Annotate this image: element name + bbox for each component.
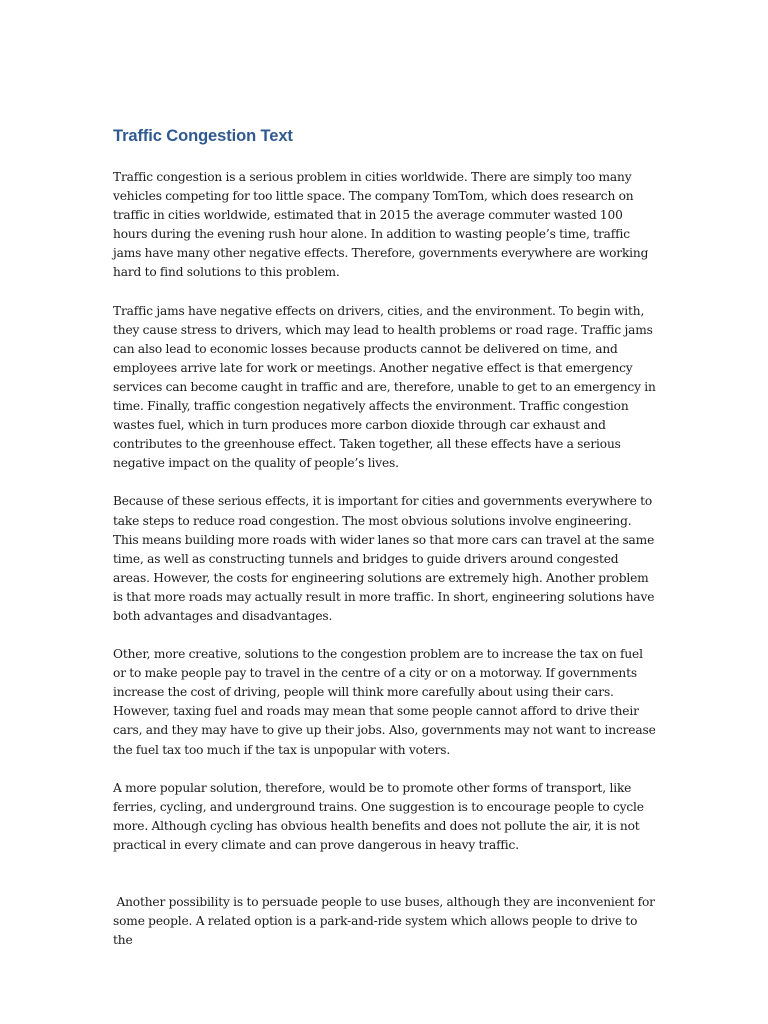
paragraph-intro: Traffic congestion is a serious problem in cities worldwide. There are simply too many vehicles competing for too little space. The company TomTom, which does research on traffic in cities worldwide, estimated that in 2015 the average commuter wasted 100 hours during the evening rush hour alone. In addition to wasting people’s time, traffic jams have many other negative effects. Therefore, governments everywhere are working hard to find solutions to this problem. <box>113 170 652 280</box>
paragraph-buses: Another possibility is to persuade people to use buses, although they are inconvenient for some people. A related option is a park-and-ride system which allows people to drive to the <box>113 895 659 948</box>
paragraph-negative-effects: Traffic jams have negative effects on drivers, cities, and the environment. To begin with, they cause stress to drivers, which may lead to health problems or road rage. Traffic jams can also lead to economic losses because products cannot be delivered on time, and employees arrive late for work or meetings. Another negative effect is that emergency services can become caught in traffic and are, therefore, unable to get to an emergency in time. Finally, traffic congestion negatively affects the environment. Traffic congestion wastes fuel, which in turn produces more carbon dioxide through car exhaust and contributes to the greenhouse effect. Taken together, all these effects have a serious negative impact on the quality of people’s lives. <box>113 303 660 471</box>
paragraph-tax-solutions: Other, more creative, solutions to the congestion problem are to increase the tax on fuel or to make people pay to travel in the centre of a city or on a motorway. If governments increase the cost of driving, people will think more carefully about using their cars. However, taxing fuel and roads may mean that some people cannot afford to drive their cars, and they may have to give up their jobs. Also, governments may not want to increase the fuel tax too much if the tax is unpopular with voters. <box>113 647 660 757</box>
document-title: Traffic Congestion Text <box>113 127 293 145</box>
paragraph-engineering-solutions: Because of these serious effects, it is important for cities and governments everywhere to take steps to reduce road congestion. The most obvious solutions involve engineering. This means building more roads with wider lanes so that more cars can travel at the same time, as well as constructing tunnels and bridges to guide drivers around congested areas. However, the costs for engineering solutions are extremely high. Another problem is that more roads may actually result in more traffic. In short, engineering solutions have both advantages and disadvantages. <box>113 494 658 623</box>
document-page <box>113 124 658 969</box>
paragraph-other-transport: A more popular solution, therefore, would be to promote other forms of transport, like ferries, cycling, and underground trains. One suggestion is to encourage people to cycle more. Although cycling has obvious health benefits and does not pollute the air, it is not practical in every climate and can prove dangerous in heavy traffic. <box>113 780 648 852</box>
